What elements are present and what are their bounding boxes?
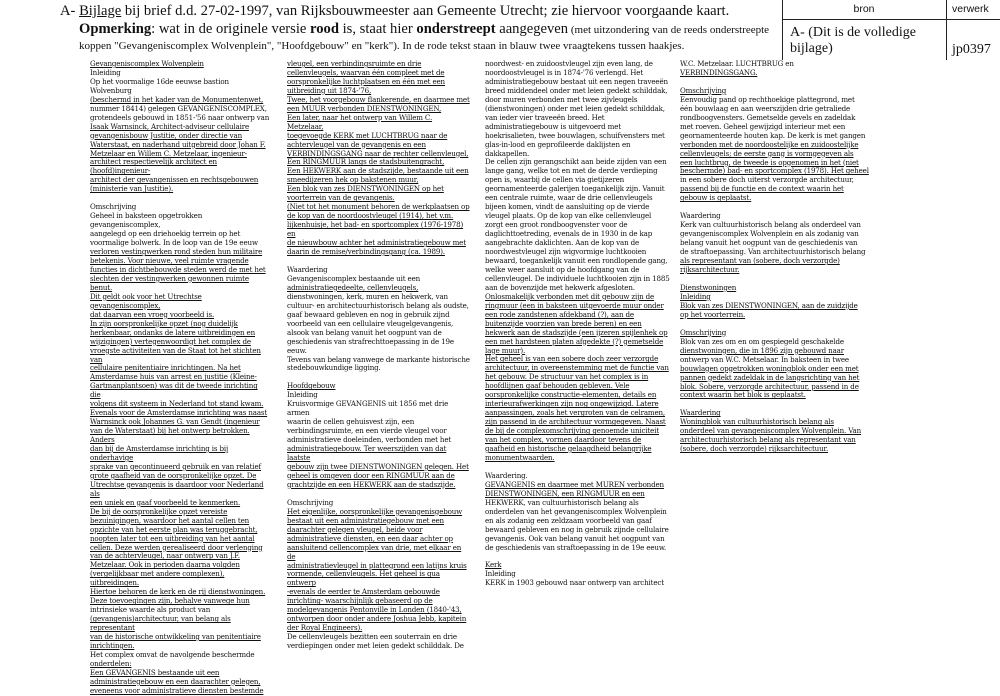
text-line: monumentwaarden.: [485, 452, 555, 462]
text-line: hoekrisalieten, twee bouwlagen, schuifvensters met: [485, 130, 665, 140]
text-line: de straftoepassing. Van architectuurhistorisch belang: [680, 247, 866, 257]
text-line: daarachter gelegen vleugel, beide voor: [287, 524, 423, 534]
text-line: op het voorterrein.: [680, 309, 746, 319]
text-line: intrinsieke waarde als product van: [90, 605, 211, 615]
text-line: onderdelen van het gevangeniscomplex Wolvenplein: [485, 506, 667, 516]
text-line: ontwerp van W.C. Metselaar. In baksteen in twee: [680, 354, 849, 364]
paragraph: [680, 60, 875, 78]
text-line: VERBINDINGSGANG.: [680, 67, 758, 77]
text-line: noopten later tot een uitbreiding van het aantal: [90, 533, 255, 543]
paragraph: [485, 60, 675, 463]
text-line: waarin de cellen gehuisvest zijn, een: [287, 417, 415, 427]
text-line: oorspronkelijke constructie-elementen, details en: [485, 390, 657, 400]
text-line: Dienstwoningen: [680, 282, 737, 292]
source-note: A- (Dit is de volledige bijlage): [790, 25, 916, 56]
text-line: Tevens van belang vanwege de markante historische: [287, 354, 470, 364]
text-line: Het complex omvat de navolgende beschermde: [90, 649, 255, 659]
remark-underlined-word: onderstreept: [416, 21, 496, 37]
text-line: van de Waterstaat) bij het ontwerp betrokken. Anders: [90, 426, 250, 445]
text-line: cellenvleugels, waarvan één compleet met de: [287, 67, 445, 77]
text-line: administratiegebouw. Ter weerszijden van dat laatste: [287, 444, 447, 463]
text-line: (dienstwoningen) onder met leien gedekt schilddak,: [485, 103, 665, 113]
text-line: (vergelijkbaar met andere complexen), uitbreidingen.: [90, 569, 225, 588]
text-line: lange gang, welke tot en met de derde verdieping: [485, 166, 658, 176]
text-line: Kruisvormige GEVANGENIS uit 1856 met drie armen: [287, 399, 449, 418]
text-line: administratiegebouw en een daarachter gelegen,: [90, 676, 261, 686]
text-line: aansluitend cellencomplex van drie, met elkaar en de: [287, 542, 462, 561]
appendix-prefix: A-: [60, 3, 76, 19]
text-line: het gebouw. De structuur van het complex is in: [485, 372, 649, 382]
text-line: van ieder vier traveeën breed. Het: [485, 112, 605, 122]
text-line: Blok van zes om en om gespiegeld geschakelde: [680, 336, 844, 346]
document-header: [60, 2, 780, 54]
remark-text-small: (met uitzondering van de reeds onderstreepte: [568, 24, 770, 36]
text-line: Metzelaar en Willem C. Metzelaar, ingenieur-: [90, 148, 247, 158]
source-table: [782, 0, 1000, 60]
text-line: rondboogvensters. Gemetselde gevels en zadeldak: [680, 112, 856, 122]
text-line: bestaat uit een administratiegebouw met een: [287, 515, 444, 525]
text-column-2: [287, 60, 470, 651]
text-line: bewaard gebleven en nog in gebruik zijnde cellulaire: [485, 524, 669, 534]
text-line: De cellenvleugels bezitten een souterrain en drie: [287, 632, 457, 642]
text-line: buitenzijde voorzien van brede beren) en een: [485, 318, 642, 328]
text-line: (sobere, doch verzorgde) rijksarchitectuur.: [680, 444, 829, 454]
text-line: vleugel, een verbindingsruimte en drie: [287, 59, 422, 68]
text-line: slechten der vestingwerken gewonnen ruimte benut.: [90, 273, 249, 292]
text-line: KERK in 1903 gebouwd naar ontwerp van architect: [485, 578, 664, 588]
text-line: Gartmanplantsoen) was dit de tweede inrichting die: [90, 381, 258, 400]
remark-text-b: is, staat hier: [338, 21, 417, 37]
text-line: Dit geldt ook voor het Utrechtse gevangeniscomplex,: [90, 291, 202, 310]
table-divider: [946, 0, 947, 60]
text-line: oorspronkelijke luchtplaatsen en één met een: [287, 76, 445, 86]
text-line: gebouw zijn twee DIENSTWONINGEN gelegen. Het: [287, 461, 469, 471]
text-line: gaaf bewaard gebleven en nog in gebruik zijnd: [287, 309, 450, 319]
text-line: Inleiding: [287, 390, 318, 400]
text-line: Isaak Warnsinck, Architect-adviseur cellulaire: [90, 121, 250, 131]
text-line: Kerk van cultuurhistorisch belang als onderdeel van: [680, 220, 861, 230]
text-line: De cellen zijn gerangschikt aan beide zijden van een: [485, 157, 667, 167]
text-line: gebouw is geplaatst.: [680, 193, 752, 203]
paragraph: [680, 212, 875, 275]
text-line: één bouwlaag en aan weerszijden drie getraliede: [680, 103, 851, 113]
text-line: bezuinigingen, waardoor het aantal cellen ten: [90, 515, 250, 525]
text-line: inrichtingen.: [90, 641, 135, 650]
text-line: Een RINGMUUR langs de stadsbuitengracht,: [287, 157, 445, 167]
paragraph: [287, 499, 470, 651]
text-line: geornamenteerde galerijen toegankelijk zijn. Vanuit: [485, 184, 665, 194]
text-line: Waterstaat, en naderhand uitgebreid door Johan F.: [90, 139, 266, 149]
text-line: de kop van de noordoostvleugel (1914), het v.m.: [287, 211, 454, 221]
text-line: hoofdlijnen gaaf behouden gebleven. Vele: [485, 381, 630, 391]
text-line: zorgt een groot rondboogvenster voor de: [485, 220, 628, 230]
text-line: vroegste activiteiten van de Staat tot het stichten van: [90, 345, 261, 364]
text-line: aanpassingen, zoals het vergroten van de celramen,: [485, 408, 666, 418]
text-line: opzichte van het eerste plan was teruggebracht,: [90, 524, 258, 534]
paragraph: [485, 561, 675, 588]
text-line: open is, waarbij de cellen via gietijzeren: [485, 175, 625, 185]
text-line: grote gaafheid van de oorspronkelijke opzet. De: [90, 470, 257, 480]
text-line: geschiedenis van strafrechttoepassing in de 19e eeuw.: [287, 336, 454, 355]
appendix-description: bij brief d.d. 27-02-1997, van Rijksbouwmeester aan Gemeente Utrecht; zie hiervoor voorgaande kaart.: [121, 3, 730, 19]
text-line: glas-in-lood en geprofileerde daklijsten en: [485, 139, 631, 149]
text-line: dan bij de Amsterdamse inrichting is bij onderhavige: [90, 444, 229, 462]
text-line: lage muur).: [485, 345, 526, 355]
text-line: stedebouwkundige ligging.: [287, 363, 381, 373]
text-line: Eenvoudig pand op rechthoekige plattegrond, met: [680, 94, 855, 104]
text-line: voorterrein van de gevangenis.: [287, 193, 395, 203]
text-line: (ministerie van Justitie).: [90, 184, 174, 194]
text-line: herkenbaar, ondanks de latere uitbreidingen en: [90, 327, 255, 337]
text-line: verloren vestingwerken rond steden hun militaire: [90, 247, 263, 257]
text-line: zijn passend in de architectuur vormgegeven. Naast: [485, 417, 666, 427]
text-line: architect der gevangenissen en rechtsgebouwen: [90, 175, 259, 185]
text-line: verbonden met de noordoostelijke en zuidoostelijke: [680, 139, 859, 149]
text-line: Amsterdamse huis van arrest en justitie (Kleine-: [90, 372, 257, 382]
text-line: beschermde) bad- en sportcomplex (1978). Het geheel: [680, 166, 869, 176]
text-line: Warnsinck ook Johannes G. van Gendt (ingenieur: [90, 417, 260, 427]
text-line: passend bij de functie en de context waarin het: [680, 184, 844, 194]
text-line: Inleiding: [680, 291, 711, 301]
text-line: welke weer aansluit op de hoofdgang van de: [485, 264, 640, 274]
text-line: daarin de remise/verbindingsgang (ca. 1989).: [287, 247, 445, 257]
text-line: in een sobere doch uiterst verzorgde architectuur,: [680, 175, 854, 185]
text-line: Metzelaar. Ook in perioden daarna volgden: [90, 560, 240, 570]
text-line: cellulaire penitentiaire inrichtingen. Na het: [90, 363, 241, 373]
text-line: geornamenteerde houten kap. De kerk is met gangen: [680, 130, 866, 140]
text-line: cellen. Deze werden gerealiseerd door verlenging: [90, 542, 263, 552]
text-line: sprake van gecontinueerd gebruik en van relatief: [90, 461, 261, 471]
paragraph: [680, 87, 875, 203]
text-line: GEVANGENIS en daarmee met MUREN verbonden: [485, 479, 664, 489]
text-line: dakkapellen.: [485, 148, 530, 158]
text-line: voorbeeld van een cellulaire vleugelgevangenis,: [287, 318, 454, 328]
text-line: de geschiedenis van straftoepassing in de 19e eeuw.: [485, 542, 667, 552]
text-line: volgens dit systeem in Nederland tot stand kwam.: [90, 399, 264, 409]
text-line: noordoostvleugel is in 1874-'76 verlengd. Het: [485, 67, 644, 77]
text-line: -evenals de eerder te Amsterdam gebouwde: [287, 587, 440, 597]
text-line: architectuur, in overeenstemming met de functie van: [485, 363, 669, 373]
paragraph: [287, 60, 470, 257]
text-line: toegevoegde KERK met LUCHTBRUG naar de: [287, 130, 448, 140]
text-line: hekwerk aan de stadszijde (een ijzeren spijlenhek op: [485, 327, 668, 337]
text-line: DIENSTWONINGEN, een RINGMUUR en een: [485, 488, 645, 498]
text-line: Waardering.: [485, 470, 528, 480]
text-line: der Royal Engineers).: [287, 623, 363, 633]
text-line: Op het voormalige 16de eeuwse bastion Wolvenburg: [90, 76, 229, 95]
text-line: een luchtbrug, de tweede is opgenomen in het (niet: [680, 157, 859, 167]
source-column-header: bron: [853, 3, 875, 15]
text-line: Geheel in baksteen opgetrokken gevangeniscomplex,: [90, 211, 203, 230]
processed-column-header: verwerk: [952, 3, 989, 15]
text-line: grachtzijde en een HEKWERK aan de stadszijde.: [287, 479, 456, 489]
remark-text-c: aangegeven: [495, 21, 569, 37]
text-column-4: [680, 60, 875, 454]
text-line: pannen gedekt zadeldak in de langsrichting van het: [680, 372, 860, 382]
text-line: Omschrijving: [680, 327, 727, 337]
text-line: een uniek en gaaf voorbeeld te kenmerken.: [90, 497, 241, 507]
text-line: gaafheid en historische gelaagdheid belangrijke: [485, 443, 652, 453]
text-line: aan de bovenzijde met hekwerk afgesloten.: [485, 282, 635, 292]
text-line: dienstwoningen, die in 1896 zijn gebouwd naar: [680, 345, 844, 355]
text-line: van het complex, vormen daardoor tevens de: [485, 435, 642, 445]
text-line: administratieve doeleinden, verbonden met het: [287, 435, 452, 445]
text-line: gevangenis. Ook van belang vanuit het oogpunt van: [485, 533, 665, 543]
text-line: rijksarchitectuur.: [680, 265, 740, 275]
text-line: achtervleugel van de gevangenis en een: [287, 139, 426, 149]
paragraph: [287, 266, 470, 373]
remark-text-a: : wat in de originele versie: [151, 21, 311, 37]
text-line: grotendeels gebouwd in 1851-'56 naar ontwerp van: [90, 112, 270, 122]
text-line: de bij de complexomschrijving genoemde uniciteit: [485, 426, 660, 436]
text-line: breed middendeel onder met leien gedekt schilddak,: [485, 85, 668, 95]
text-line: een met hardsteen platen afgedekte (?) gemetselde: [485, 336, 664, 346]
paragraph: [680, 329, 875, 401]
text-line: cellenvleugels; de eerste gang is vormgegeven als: [680, 148, 854, 158]
text-line: architectuurhistorisch belang als representant van: [680, 435, 856, 445]
text-line: voormalige bolwerk. In de loop van de 19e eeuw: [90, 238, 258, 248]
text-line: betekenis. Voor nieuwe, veel ruimte vragende: [90, 256, 249, 266]
paragraph: [90, 60, 270, 194]
text-line: bijeen komen, vindt de aansluiting op de vierde: [485, 202, 650, 212]
text-line: gevangeniscomplex Wolvenplein en als zodanig van: [680, 229, 859, 239]
text-line: Utrechtse gevangenis is daardoor voor Nederland als: [90, 479, 264, 498]
text-line: Hiertoe behoren de kerk en de rij dienstwoningen.: [90, 587, 266, 597]
header-line-2: [60, 20, 780, 39]
text-line: nummer 18414) gelegen GEVANGENISCOMPLEX,: [90, 103, 267, 113]
text-line: Gevangeniscomplex Wolvenplein: [90, 59, 204, 68]
text-line: uitbreiding uit 1874-'76,: [287, 85, 372, 95]
text-line: dat daarvan een vroeg voorbeeld is.: [90, 309, 215, 319]
text-line: functies in dichtbebouwde steden werd de met het: [90, 264, 266, 274]
text-line: Waardering: [680, 408, 721, 418]
text-line: Inleiding: [485, 569, 516, 579]
text-line: modelgevangenis Pentonville in Londen (1840-'43,: [287, 605, 462, 615]
text-line: van de historische ontwikkeling van penitentiaire: [90, 632, 261, 642]
text-line: aangebrachte daklichten. Aan de kop van de: [485, 238, 640, 248]
text-line: een MUUR verbonden DIENSTWONINGEN,: [287, 103, 442, 113]
text-line: De bij de oorspronkelijke opzet vereiste: [90, 506, 228, 516]
text-line: Onlosmakelijk verbonden met dit gebouw zijn de: [485, 291, 655, 301]
text-line: dienstwoningen, kerk, muren en hekwerk, van: [287, 291, 448, 301]
text-line: gevangenisbouw Justitie, onder directie van: [90, 130, 242, 140]
text-line: In zijn oorspronkelijke opzet (nog duidelijk: [90, 318, 238, 328]
text-line: ringmuur (een in baksteen uitgevoerde muur onder: [485, 300, 664, 310]
text-line: (beschermd in het kader van de Monumentenwet,: [90, 94, 264, 104]
text-line: HEKWERK, van cultuurhistorisch belang als: [485, 497, 639, 507]
text-line: cellenvleugel. De individuele luchtkooien zijn in 1885: [485, 273, 670, 283]
text-line: een centrale ruimte, waar de drie cellenvleugels: [485, 193, 653, 203]
text-line: Hoofdgebouw: [287, 381, 336, 391]
document-code: jp0397: [952, 42, 991, 57]
text-line: Het geheel is van een sobere doch zeer verzorgde: [485, 354, 659, 364]
text-line: Blok van zes DIENSTWONINGEN, aan de zuidzijde: [680, 300, 858, 310]
text-column-1: [90, 60, 270, 696]
text-line: administratiegebouw bestaat uit een negen traveeën: [485, 76, 668, 86]
text-line: Een HEKWERK aan de stadszijde, bestaande uit een: [287, 166, 469, 176]
text-line: Evenals voor de Amsterdamse inrichting was naast: [90, 408, 268, 418]
text-line: cultuur- en architectuurhistorisch belang als oudste,: [287, 300, 469, 310]
header-line-1: [60, 2, 780, 20]
text-line: Twee, het voorgebouw flankerende, en daarmee met: [287, 94, 470, 104]
text-line: inrichting- waarschijnlijk gebaseerd op de: [287, 596, 433, 606]
text-line: bouwlagen opgetrokken woningblok onder een met: [680, 363, 859, 373]
paragraph-gap: [485, 552, 675, 561]
text-line: eveneens voor administratieve diensten bestemde: [90, 685, 264, 695]
header-line-3: koppen "Gevangeniscomplex Wolvenplein", "Hoofdgebouw" en "kerk"). In de rode tekst staan in blauw twee vraagtekens tussen haakjes.: [79, 40, 685, 52]
text-line: Omschrijving: [680, 85, 727, 95]
text-line: vormende, cellenvleugels. Het geheel is qua ontwerp: [287, 569, 440, 588]
text-line: Woningblok van cultuurhistorisch belang als: [680, 417, 834, 427]
text-line: van de achtervleugel, naar ontwerp van J.F.: [90, 551, 240, 561]
text-line: verdiepingen onder met leien gedekt schilddak. De: [287, 641, 464, 651]
text-line: noordwest- en zuidoostvleugel zijn even lang, de: [485, 59, 653, 68]
text-line: daglichttoetreding, evenals de in 1930 in de kap: [485, 229, 653, 239]
text-line: Inleiding: [90, 67, 121, 77]
text-line: met roeven. Geheel gewijzigd interieur met een: [680, 121, 846, 131]
text-column-3: [485, 60, 675, 588]
text-line: Waardering: [680, 211, 721, 221]
text-line: alsook van belang vanuit het oogpunt van de: [287, 327, 442, 337]
text-line: Omschrijving: [287, 497, 334, 507]
text-line: administratievleugel in plattegrond een latijns kruis: [287, 560, 467, 570]
paragraph: [680, 409, 875, 454]
text-line: Een blok van zes DIENSTWONINGEN op het: [287, 184, 444, 194]
text-line: noordwestvleugel zijn wigvormige luchtkooien: [485, 247, 647, 257]
text-line: (Niet tot het monument behoren de werkplaatsen op: [287, 202, 470, 212]
text-line: Gevangeniscomplex bestaande uit een: [287, 273, 421, 283]
text-line: een rode zandstenen afdekband (?), aan de: [485, 309, 634, 319]
text-line: belang vanuit het oogpunt van de geschiedenis van: [680, 238, 858, 248]
paragraph: [287, 382, 470, 489]
remark-red-word: rood: [310, 21, 339, 37]
appendix-label: Bijlage: [79, 3, 122, 19]
text-line: W.C. Metzelaar. LUCHTBRUG en: [680, 59, 794, 68]
text-line: Een later, naar het ontwerp van Willem C. Metzelaar,: [287, 112, 433, 131]
table-divider: [782, 19, 1000, 20]
text-line: (gevangenis)architectuur, van belang als representant: [90, 614, 231, 633]
text-line: Waardering: [287, 264, 328, 274]
text-line: ontworpen door onder andere Joshua Jebb, kapitein: [287, 614, 467, 624]
text-line: verbindingsruimte, en een vierde vleugel voor: [287, 426, 447, 436]
text-line: interieurafwerkingen zijn nog ongewijzigd. Latere: [485, 399, 659, 409]
paragraph: [485, 472, 675, 553]
text-line: Deze toevoegingen zijn, behalve vanwege hun: [90, 596, 250, 606]
text-line: de nieuwbouw achter het administratiegebouw met: [287, 238, 466, 248]
text-line: onderdelen:: [90, 658, 132, 668]
text-line: geheel is omgeven door een RINGMUUR aan de: [287, 470, 455, 480]
text-line: en als zodanig een zeldzaam voorbeeld van gaaf: [485, 515, 652, 525]
text-line: lijkenhuisje, het bad- en sportcomplex (1976-1978) en: [287, 220, 464, 239]
text-line: bewaard, toegankelijk vanuit een rondlopende gang,: [485, 255, 668, 265]
text-line: Het eigenlijke, oorspronkelijke gevangenisgebouw: [287, 506, 463, 516]
text-line: vleugel plaats. Op de kop van elke cellenvleugel: [485, 211, 652, 221]
text-line: VERBINDINGSGANG naar de rechter cellenvleugel,: [287, 148, 469, 158]
text-line: Een GEVANGENIS bestaande uit een: [90, 667, 220, 677]
text-line: wijzigingen) vertegenwoordigt het complex de: [90, 336, 251, 346]
text-line: onderdeel van gevangeniscomplex Wolvenplein. Van: [680, 426, 862, 436]
paragraph: [680, 284, 875, 320]
text-line: aangelegd op een driehoekig terrein op het: [90, 229, 241, 239]
text-line: administratiegebouw is uitgevoerd met: [485, 121, 621, 131]
text-line: als representant van (sobere, doch verzorgde): [680, 256, 840, 266]
text-line: Omschrijving: [90, 202, 137, 212]
text-line: administratiegedeelte, cellenvleugels,: [287, 282, 419, 292]
paragraph: [90, 203, 270, 695]
text-line: smeedijzeren hek op bakstenen muur,: [287, 175, 419, 185]
text-line: context waarin het blok is geplaatst.: [680, 390, 806, 400]
text-line: door muren verbonden met twee zijvleugels: [485, 94, 638, 104]
text-line: blok. Sobere, verzorgde architectuur, passend in de: [680, 381, 859, 391]
text-line: administratieve diensten, en een daar achter op: [287, 533, 453, 543]
text-line: architect respectievelijk architect en (hoofd)ingenieur-: [90, 157, 217, 176]
remark-label: Opmerking: [79, 21, 152, 37]
text-line: Kerk: [485, 560, 502, 570]
